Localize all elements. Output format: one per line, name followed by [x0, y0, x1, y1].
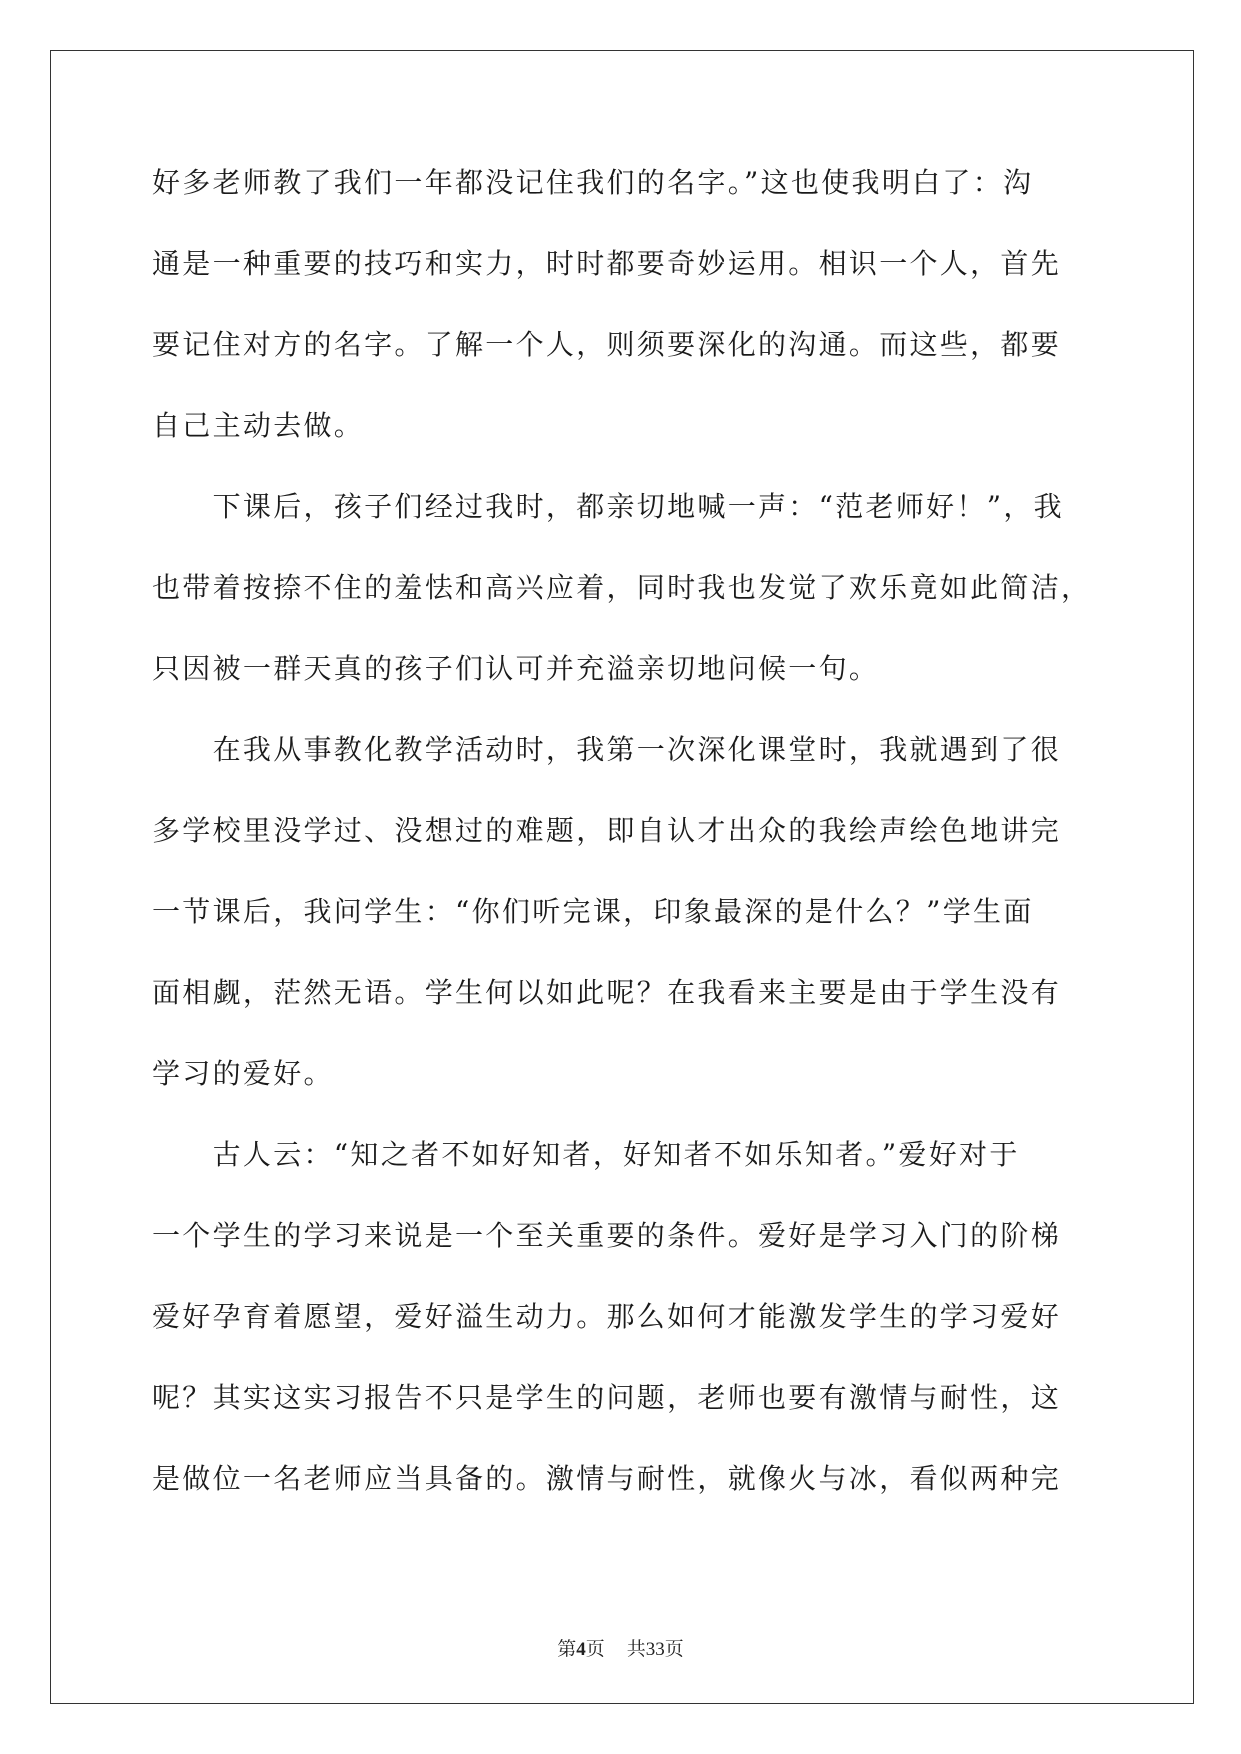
page-suffix: 页 [585, 1639, 605, 1660]
text-line: 是做位一名老师应当具备的。激情与耐性，就像火与冰，看似两种完 [152, 1462, 1062, 1495]
text-line: 在我从事教化教学活动时，我第一次深化课堂时，我就遇到了很 [152, 733, 1062, 766]
text-line: 要记住对方的名字。了解一个人，则须要深化的沟通。而这些，都要 [152, 328, 1062, 361]
document-body [152, 160, 1092, 1537]
text-line: 多学校里没学过、没想过的难题，即自认才出众的我绘声绘色地讲完 [152, 814, 1062, 847]
text-line: 一个学生的学习来说是一个至关重要的条件。爱好是学习入门的阶梯 [152, 1219, 1062, 1252]
text-line: 好多老师教了我们一年都没记住我们的名字。”这也使我明白了：沟 [152, 166, 1034, 199]
text-line: 只因被一群天真的孩子们认可并充溢亲切地问候一句。 [152, 652, 880, 685]
text-line: 学习的爱好。 [152, 1057, 334, 1090]
total-suffix: 页 [664, 1639, 684, 1660]
text-line: 面相觑，茫然无语。学生何以如此呢？在我看来主要是由于学生没有 [152, 976, 1062, 1009]
text-line: 爱好孕育着愿望，爱好溢生动力。那么如何才能激发学生的学习爱好 [152, 1300, 1062, 1333]
text-line: 通是一种重要的技巧和实力，时时都要奇妙运用。相识一个人，首先 [152, 247, 1062, 280]
page-number: 4 [576, 1639, 586, 1660]
text-line: 也带着按捺不住的羞怯和高兴应着，同时我也发觉了欢乐竟如此简洁， [152, 571, 1092, 604]
text-line: 呢？其实这实习报告不只是学生的问题，老师也要有激情与耐性，这 [152, 1381, 1062, 1414]
page-footer [0, 1634, 1241, 1661]
total-pages: 33 [645, 1639, 665, 1660]
text-line: 古人云：“知之者不如好知者，好知者不如乐知者。”爱好对于 [152, 1138, 1020, 1171]
text-line: 自己主动去做。 [152, 409, 365, 442]
text-line: 下课后，孩子们经过我时，都亲切地喊一声：“范老师好！”，我 [152, 490, 1064, 523]
page-prefix: 第 [557, 1639, 577, 1660]
text-line: 一节课后，我问学生：“你们听完课，印象最深的是什么？”学生面 [152, 895, 1034, 928]
total-prefix: 共 [626, 1639, 646, 1660]
